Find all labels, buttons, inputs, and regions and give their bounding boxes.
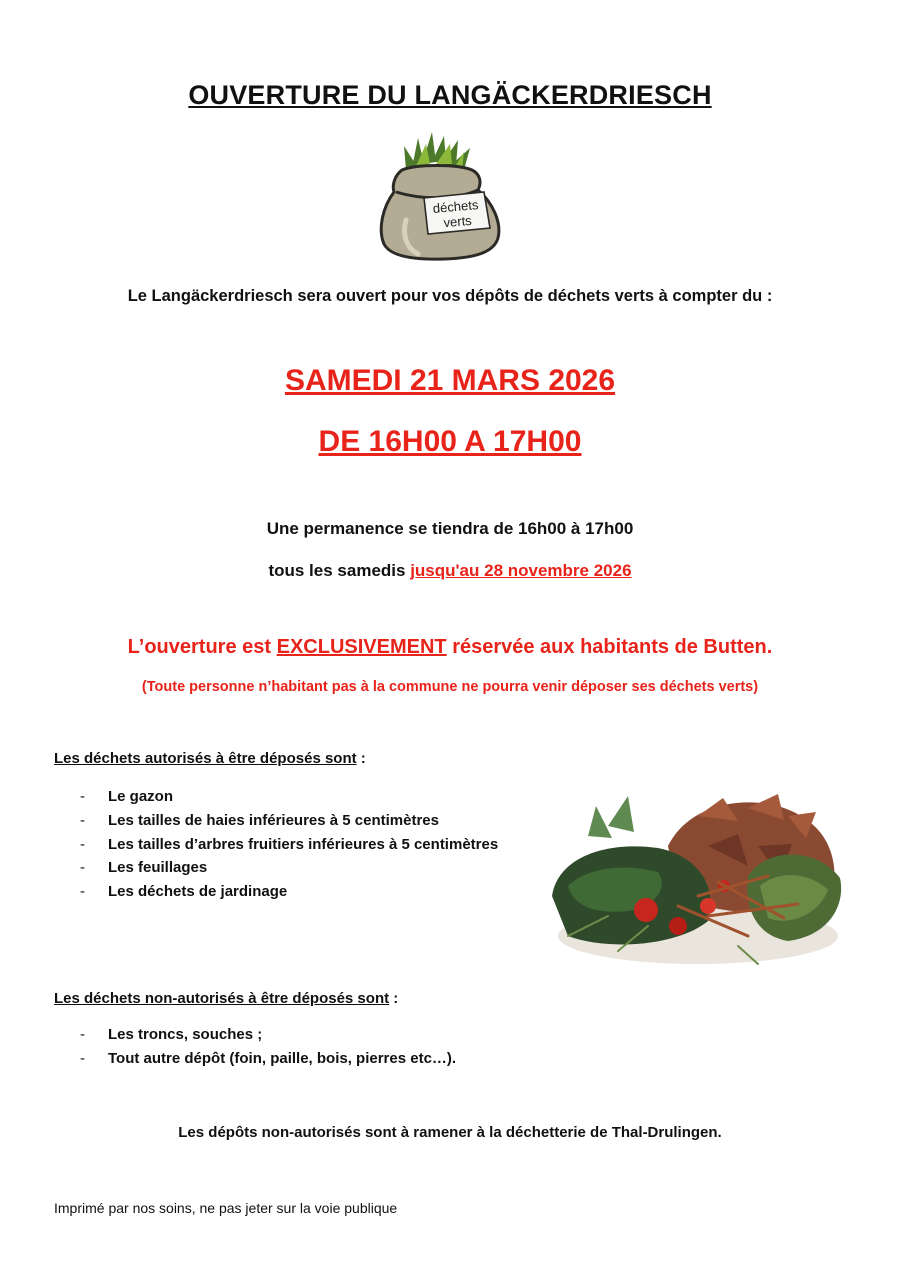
permanence-line2-prefix: tous les samedis xyxy=(268,561,411,580)
list-item: - Les tailles d’arbres fruitiers inférieures à 5 centimètres xyxy=(80,835,499,853)
forbidden-heading xyxy=(54,990,398,1007)
exclusive-note: (Toute personne n’habitant pas à la commune ne pourra venir déposer ses déchets verts) xyxy=(141,679,759,695)
garden-waste-pile-illustration xyxy=(548,786,848,971)
exclusive-suffix: réservée aux habitants de Butten. xyxy=(446,636,773,658)
forbidden-heading-colon: : xyxy=(389,990,399,1007)
permanence-end-date: jusqu'au 28 novembre 2026 xyxy=(410,561,632,580)
list-item: - Les tailles de haies inférieures à 5 centimètres xyxy=(80,811,439,829)
page-title: OUVERTURE DU LANGÄCKERDRIESCH xyxy=(188,80,712,110)
green-waste-bag-icon xyxy=(372,130,506,262)
list-item: - Le gazon xyxy=(80,788,174,805)
forbidden-list xyxy=(54,1025,456,1073)
footer-note: Imprimé par nos soins, ne pas jeter sur la voie publique xyxy=(54,1200,398,1216)
list-item: - Les déchets de jardinage xyxy=(80,883,288,901)
allowed-heading xyxy=(54,750,366,767)
permanence-line2 xyxy=(0,561,900,581)
return-note: Les dépôts non-autorisés sont à ramener à la déchetterie de Thal-Drulingen. xyxy=(178,1124,722,1141)
forbidden-heading-label: Les déchets non-autorisés à être déposés sont xyxy=(54,990,390,1007)
allowed-heading-colon: : xyxy=(356,750,366,767)
exclusive-prefix: L’ouverture est xyxy=(127,636,277,658)
opening-date: SAMEDI 21 MARS 2026 xyxy=(284,364,616,397)
list-item: - Les feuillages xyxy=(80,859,208,877)
allowed-heading-label: Les déchets autorisés à être déposés sont xyxy=(54,750,357,767)
list-item: - Les troncs, souches ; xyxy=(80,1026,263,1043)
exclusive-notice xyxy=(0,636,900,659)
opening-hours: DE 16H00 A 17H00 xyxy=(318,425,582,458)
list-item: - Tout autre dépôt (foin, paille, bois, pierres etc…). xyxy=(80,1049,457,1067)
bag-label-line2: verts xyxy=(442,212,473,231)
permanence-line1: Une permanence se tiendra de 16h00 à 17h00 xyxy=(266,519,634,538)
bag-label-line1: déchets xyxy=(432,197,479,216)
exclusive-emphasis: EXCLUSIVEMENT xyxy=(276,636,447,658)
allowed-list xyxy=(54,787,498,906)
intro-text: Le Langäckerdriesch sera ouvert pour vos dépôts de déchets verts à compter du : xyxy=(127,287,773,305)
